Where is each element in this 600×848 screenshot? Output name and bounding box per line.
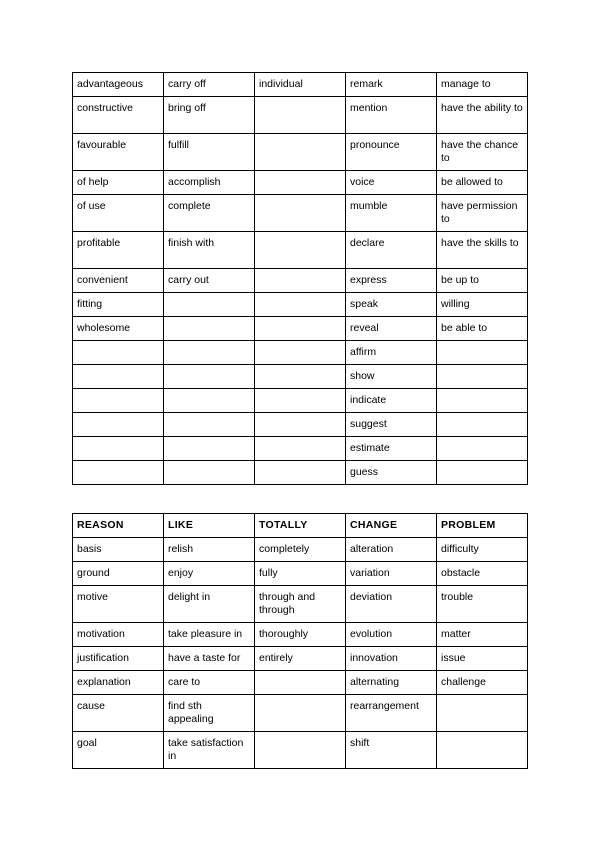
table-row [73, 317, 528, 341]
table-cell: entirely [255, 647, 346, 671]
table-cell: constructive [73, 97, 164, 134]
table-cell: relish [164, 538, 255, 562]
table-cell [255, 269, 346, 293]
table-row [73, 171, 528, 195]
table-cell [255, 317, 346, 341]
table-cell: declare [346, 232, 437, 269]
table-cell: speak [346, 293, 437, 317]
table-cell [164, 293, 255, 317]
table-cell: variation [346, 562, 437, 586]
table-cell: fitting [73, 293, 164, 317]
table-cell [73, 461, 164, 485]
table-cell: innovation [346, 647, 437, 671]
table-cell [164, 437, 255, 461]
table-cell: difficulty [437, 538, 528, 562]
table-row [73, 461, 528, 485]
table-cell: of use [73, 195, 164, 232]
table-cell [255, 389, 346, 413]
table-row [73, 293, 528, 317]
table-cell [437, 461, 528, 485]
table-row [73, 97, 528, 134]
table-cell: goal [73, 732, 164, 769]
table-cell: justification [73, 647, 164, 671]
table-cell: advantageous [73, 73, 164, 97]
table-cell: challenge [437, 671, 528, 695]
table-cell: motivation [73, 623, 164, 647]
table-cell [73, 437, 164, 461]
table-cell: have the ability to [437, 97, 528, 134]
table-cell: have permission to [437, 195, 528, 232]
table-row [73, 341, 528, 365]
column-header-change: CHANGE [346, 514, 437, 538]
table-cell: profitable [73, 232, 164, 269]
table-cell: of help [73, 171, 164, 195]
table-cell [255, 195, 346, 232]
table-cell: alteration [346, 538, 437, 562]
table-row [73, 134, 528, 171]
table-cell [255, 461, 346, 485]
table-cell: have the chance to [437, 134, 528, 171]
table-cell [255, 437, 346, 461]
table-cell: find sth appealing [164, 695, 255, 732]
word-table-2 [72, 513, 528, 769]
table-cell [255, 732, 346, 769]
table-cell: deviation [346, 586, 437, 623]
table-row [73, 562, 528, 586]
table-cell [255, 97, 346, 134]
table-row [73, 365, 528, 389]
table-cell [164, 461, 255, 485]
table-cell [73, 389, 164, 413]
table-cell [164, 365, 255, 389]
table-row [73, 73, 528, 97]
table-cell: be up to [437, 269, 528, 293]
table-row [73, 671, 528, 695]
table-cell: remark [346, 73, 437, 97]
table-cell: be allowed to [437, 171, 528, 195]
table-row [73, 413, 528, 437]
table-cell: affirm [346, 341, 437, 365]
table-cell [255, 171, 346, 195]
table-cell: mumble [346, 195, 437, 232]
table-cell: basis [73, 538, 164, 562]
table-cell: take pleasure in [164, 623, 255, 647]
table-cell: have the skills to [437, 232, 528, 269]
column-header-problem: PROBLEM [437, 514, 528, 538]
table-cell [437, 389, 528, 413]
table-cell: have a taste for [164, 647, 255, 671]
table-cell [73, 341, 164, 365]
table-cell [255, 232, 346, 269]
table-cell [164, 341, 255, 365]
table-row [73, 232, 528, 269]
column-header-totally: TOTALLY [255, 514, 346, 538]
table-cell: completely [255, 538, 346, 562]
table-cell: trouble [437, 586, 528, 623]
table-cell: ground [73, 562, 164, 586]
table-row [73, 732, 528, 769]
table-cell: show [346, 365, 437, 389]
table-cell: matter [437, 623, 528, 647]
table-cell: thoroughly [255, 623, 346, 647]
table-cell: voice [346, 171, 437, 195]
table-cell [255, 134, 346, 171]
table-cell: accomplish [164, 171, 255, 195]
table-cell [437, 365, 528, 389]
table-cell: fulfill [164, 134, 255, 171]
table-cell [164, 389, 255, 413]
table-cell: finish with [164, 232, 255, 269]
table-cell: mention [346, 97, 437, 134]
table-cell [255, 413, 346, 437]
table-cell: reveal [346, 317, 437, 341]
table-cell: pronounce [346, 134, 437, 171]
table-cell: enjoy [164, 562, 255, 586]
table-cell: delight in [164, 586, 255, 623]
table-cell: guess [346, 461, 437, 485]
table-cell: convenient [73, 269, 164, 293]
table-cell: individual [255, 73, 346, 97]
table-header-row [73, 514, 528, 538]
table-row [73, 437, 528, 461]
table-cell: carry out [164, 269, 255, 293]
table-cell: shift [346, 732, 437, 769]
table-cell [437, 341, 528, 365]
table-cell [255, 695, 346, 732]
table-cell: express [346, 269, 437, 293]
table-cell: favourable [73, 134, 164, 171]
table-cell: take satisfaction in [164, 732, 255, 769]
table-row [73, 623, 528, 647]
table-cell: explanation [73, 671, 164, 695]
table-row [73, 586, 528, 623]
table-cell: obstacle [437, 562, 528, 586]
table-cell: through and through [255, 586, 346, 623]
table-row [73, 195, 528, 232]
table-cell: indicate [346, 389, 437, 413]
table-row [73, 269, 528, 293]
table-cell [437, 732, 528, 769]
table-cell: wholesome [73, 317, 164, 341]
table-row [73, 389, 528, 413]
table-cell: cause [73, 695, 164, 732]
table-cell [164, 413, 255, 437]
table-cell: evolution [346, 623, 437, 647]
table-cell [255, 671, 346, 695]
column-header-reason: REASON [73, 514, 164, 538]
table-cell [437, 413, 528, 437]
word-table-1 [72, 72, 528, 485]
table-cell: rearrangement [346, 695, 437, 732]
table-cell: complete [164, 195, 255, 232]
table-cell [255, 341, 346, 365]
table-cell [255, 365, 346, 389]
table-cell: fully [255, 562, 346, 586]
table-row [73, 647, 528, 671]
table-cell [437, 437, 528, 461]
table-cell: be able to [437, 317, 528, 341]
table-cell: bring off [164, 97, 255, 134]
column-header-like: LIKE [164, 514, 255, 538]
table-row [73, 538, 528, 562]
table-cell: alternating [346, 671, 437, 695]
table-cell [73, 365, 164, 389]
table-cell: willing [437, 293, 528, 317]
table-row [73, 695, 528, 732]
table-cell [164, 317, 255, 341]
table-cell: estimate [346, 437, 437, 461]
table-cell: suggest [346, 413, 437, 437]
table-cell: manage to [437, 73, 528, 97]
table-cell: motive [73, 586, 164, 623]
table-cell: carry off [164, 73, 255, 97]
table-cell: care to [164, 671, 255, 695]
table-cell [255, 293, 346, 317]
table-cell [437, 695, 528, 732]
table-cell: issue [437, 647, 528, 671]
table-cell [73, 413, 164, 437]
